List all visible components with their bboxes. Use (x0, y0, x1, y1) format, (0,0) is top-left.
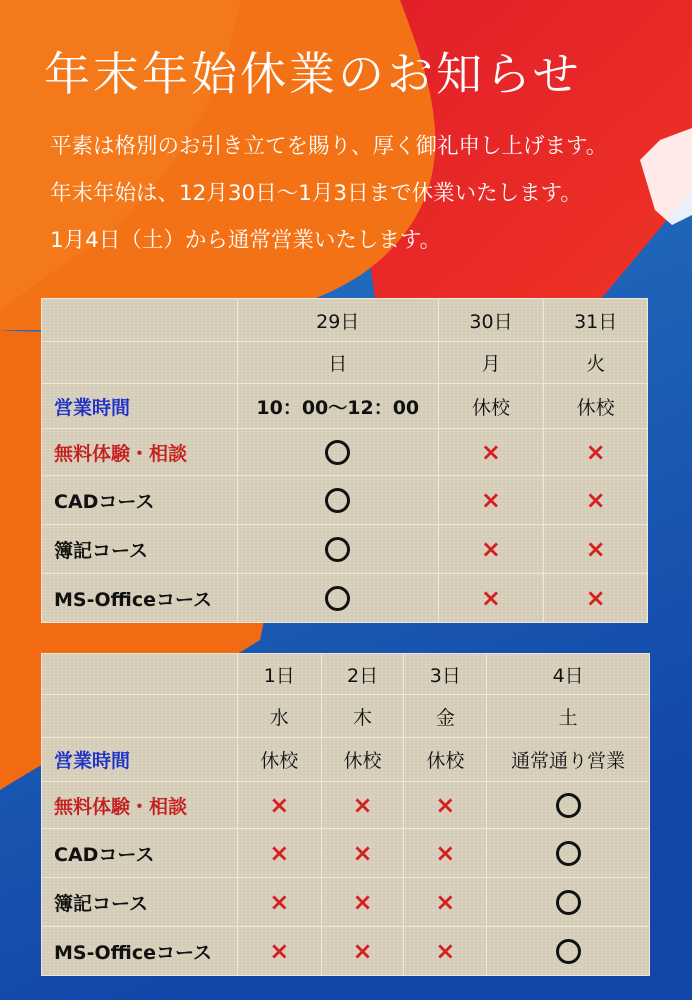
status-cell (237, 476, 438, 525)
cross-icon: × (585, 486, 606, 514)
header-empty-cell (42, 654, 238, 695)
circle-icon (325, 537, 350, 562)
weekday-cell: 火 (544, 342, 648, 384)
cross-icon: × (352, 791, 373, 819)
status-cell (237, 878, 321, 927)
row-label-hours: 営業時間 (42, 384, 238, 429)
cross-icon: × (585, 438, 606, 466)
cross-icon: × (480, 584, 502, 612)
table-row (42, 476, 648, 525)
cross-icon: × (435, 839, 456, 867)
weekday-cell: 日 (237, 342, 438, 384)
table-row-weekdays (42, 342, 648, 384)
status-cell (544, 429, 648, 476)
cross-icon: × (269, 791, 290, 819)
status-cell (237, 429, 438, 476)
hours-cell: 休校 (544, 384, 648, 429)
cross-icon: × (435, 791, 456, 819)
header-empty-cell (42, 695, 238, 738)
cross-icon: × (480, 486, 502, 514)
row-label-hours: 営業時間 (42, 738, 238, 782)
intro-line-2: 年末年始は、12月30日～1月3日まで休業いたします。 (50, 181, 582, 206)
cross-icon: × (435, 937, 456, 965)
status-cell (487, 878, 650, 927)
row-label-cad: CADコース (42, 829, 238, 878)
table-row (42, 829, 650, 878)
hours-cell: 休校 (438, 384, 544, 429)
circle-icon (325, 586, 350, 611)
status-cell (404, 878, 487, 927)
cross-icon: × (435, 888, 456, 916)
cross-icon: × (585, 535, 606, 563)
status-cell (404, 829, 487, 878)
intro-line-1: 平素は格別のお引き立てを賜り、厚く御礼申し上げます。 (50, 134, 608, 159)
hours-cell: 通常通り営業 (487, 738, 650, 782)
status-cell (544, 525, 648, 574)
date-cell: 29日 (237, 299, 438, 342)
weekday-cell: 土 (487, 695, 650, 738)
status-cell (487, 782, 650, 829)
table-row-hours (42, 384, 648, 429)
hours-cell: 休校 (321, 738, 404, 782)
cross-icon: × (352, 888, 373, 916)
table-row (42, 878, 650, 927)
weekday-cell: 金 (404, 695, 487, 738)
header-empty-cell (42, 342, 238, 384)
row-label-office: MS-Officeコース (42, 574, 238, 623)
hours-cell: 休校 (237, 738, 321, 782)
schedule-table-new-year (41, 653, 650, 976)
schedule-table-year-end (41, 298, 648, 623)
status-cell (237, 829, 321, 878)
weekday-cell: 水 (237, 695, 321, 738)
table-row-dates (42, 299, 648, 342)
hours-cell: 10：00～12：00 (237, 384, 438, 429)
cross-icon: × (585, 584, 606, 612)
status-cell (321, 782, 404, 829)
cross-icon: × (480, 438, 502, 466)
circle-icon (556, 841, 581, 866)
status-cell (487, 829, 650, 878)
row-label-consult: 無料体験・相談 (42, 429, 238, 476)
weekday-cell: 月 (438, 342, 544, 384)
status-cell (438, 476, 544, 525)
circle-icon (556, 890, 581, 915)
table-row-hours (42, 738, 650, 782)
circle-icon (556, 793, 581, 818)
circle-icon (325, 440, 350, 465)
intro-line-3: 1月4日（土）から通常営業いたします。 (50, 228, 442, 253)
status-cell (544, 574, 648, 623)
status-cell (321, 927, 404, 976)
table-row (42, 429, 648, 476)
intro-text (50, 132, 680, 273)
date-cell: 3日 (404, 654, 487, 695)
row-label-cad: CADコース (42, 476, 238, 525)
header-empty-cell (42, 299, 238, 342)
status-cell (237, 574, 438, 623)
cross-icon: × (352, 937, 373, 965)
cross-icon: × (269, 937, 290, 965)
date-cell: 2日 (321, 654, 404, 695)
table-row (42, 782, 650, 829)
weekday-cell: 木 (321, 695, 404, 738)
status-cell (404, 782, 487, 829)
date-cell: 31日 (544, 299, 648, 342)
row-label-boki: 簿記コース (42, 878, 238, 927)
cross-icon: × (269, 888, 290, 916)
hours-cell: 休校 (404, 738, 487, 782)
status-cell (438, 429, 544, 476)
date-cell: 1日 (237, 654, 321, 695)
status-cell (438, 574, 544, 623)
table-row-weekdays (42, 695, 650, 738)
date-cell: 30日 (438, 299, 544, 342)
status-cell (237, 927, 321, 976)
table-row-dates (42, 654, 650, 695)
status-cell (487, 927, 650, 976)
status-cell (404, 927, 487, 976)
status-cell (237, 782, 321, 829)
row-label-consult: 無料体験・相談 (42, 782, 238, 829)
table-row (42, 927, 650, 976)
table-row (42, 574, 648, 623)
cross-icon: × (480, 535, 502, 563)
status-cell (438, 525, 544, 574)
status-cell (237, 525, 438, 574)
status-cell (321, 829, 404, 878)
date-cell: 4日 (487, 654, 650, 695)
status-cell (321, 878, 404, 927)
circle-icon (556, 939, 581, 964)
cross-icon: × (352, 839, 373, 867)
table-row (42, 525, 648, 574)
row-label-office: MS-Officeコース (42, 927, 238, 976)
status-cell (544, 476, 648, 525)
row-label-boki: 簿記コース (42, 525, 238, 574)
cross-icon: × (269, 839, 290, 867)
page-title: 年末年始休業のお知らせ (44, 47, 582, 101)
circle-icon (325, 488, 350, 513)
